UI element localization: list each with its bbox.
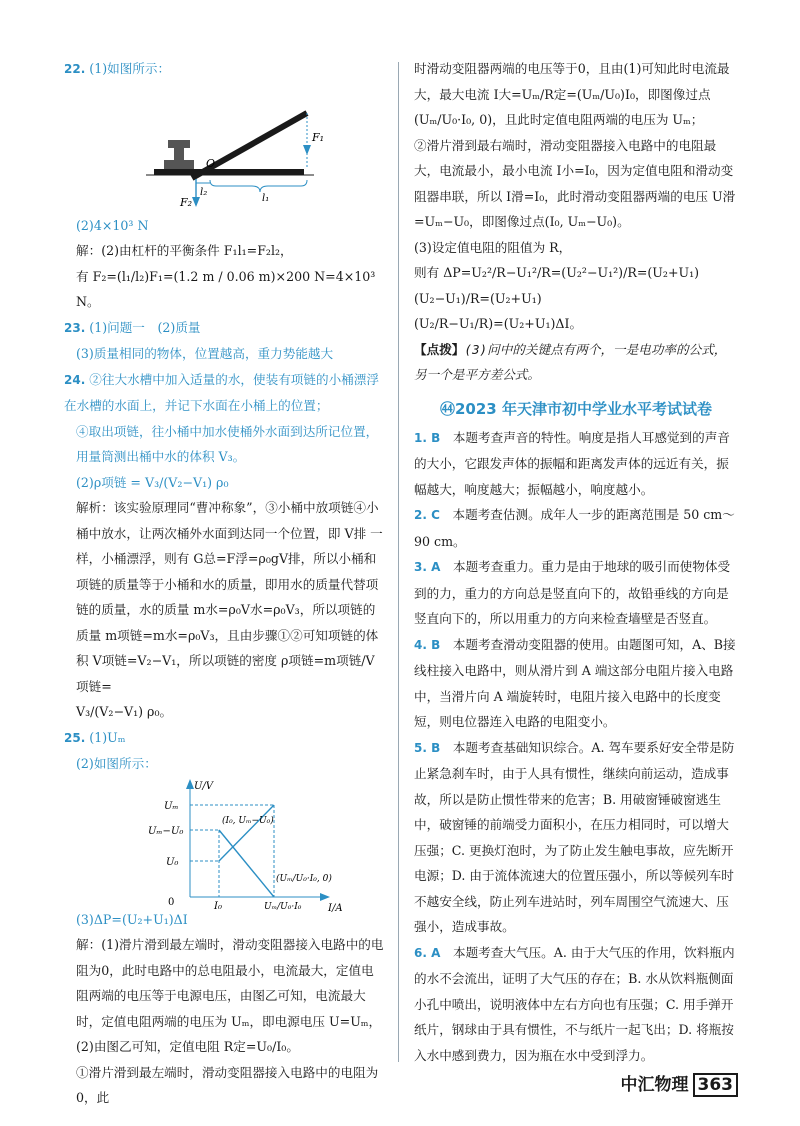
f1-label: F₁ xyxy=(312,130,325,144)
answer-list xyxy=(414,425,738,1069)
f2-arrow-head xyxy=(192,197,200,207)
l1-label: l₁ xyxy=(262,192,270,204)
answer-text: 本题考查基础知识综合。A. 驾车要系好安全带是防止紧急刹车时，由于人具有惯性，继续向前运动，造成事故，所以是防止惯性带来的危害；B. 用破窗锤破窗逃生中，破窗锤的前端受力面积小，在压力相同时，可以增大压强；C. 更换灯泡时，为了防止发生触电事故，应先断开电源；D. 由于流体流速大的位置压强小，所以等候列车时不越安全线，防止列车进站时，列车周围空气流速大、压强小，造成事故。 xyxy=(414,739,735,934)
y-tick-u0: U₀ xyxy=(166,856,179,868)
y-tick-um: Uₘ xyxy=(164,800,179,812)
origin-label: 0 xyxy=(168,896,175,908)
tip-text: (3)问中的关键点有两个，一是电功率的公式，另一个是平方差公式。 xyxy=(414,341,727,382)
q25-answer-3: (3)ΔP=(U₂+U₁)ΔI xyxy=(76,911,188,927)
answer-number: 2. C xyxy=(414,508,440,522)
q22-answer-2: (2)4×10³ N xyxy=(76,217,149,233)
answer-text: 本题考查滑动变阻器的使用。由题图可知，A、B接线柱接入电路中，则从滑片到 A 端这部分电阻片接入电路中，当滑片向 A 端旋转时，电阻片接入电路中的长度变短，则电位器连入电路的电阻变小。 xyxy=(414,636,736,729)
continuation-5: (U₂/R−U₁/R)=(U₂+U₁)ΔI。 xyxy=(414,316,583,331)
l2-label: l₂ xyxy=(200,186,208,198)
answer-item xyxy=(414,425,738,503)
q22-solution-1: 解：(2)由杠杆的平衡条件 F₁l₁=F₂l₂， xyxy=(76,243,293,258)
q22-number: 22. xyxy=(64,62,86,76)
answer-text: 本题考查声音的特性。响度是指人耳感觉到的声音的大小，它跟发声体的振幅和距离发声体的远近有关，振幅越大，响度越大；振幅越小，响度越小。 xyxy=(414,429,730,497)
continuation-2: ②滑片滑到最右端时，滑动变阻器接入电路中的电阻最大，电流最小，最小电流 I小=I₀，因为定值电阻和滑动变阻器串联，所以 I滑=I₀，此时滑动变阻器两端的电压 U滑=Uₘ−U₀，即图像过点(I₀, Uₘ−U₀)。 xyxy=(414,137,736,229)
column-divider xyxy=(398,62,399,1062)
q24-solution-2: V₃/(V₂−V₁) ρ₀。 xyxy=(76,704,173,719)
answer-item xyxy=(414,940,738,1069)
tip-label: 【点拨】 xyxy=(414,341,465,357)
graph-line-r-fixed xyxy=(219,805,274,861)
left-column xyxy=(64,56,386,1111)
rail-base xyxy=(154,169,304,175)
q25-solution-2: (2)由图乙可知，定值电阻 R定=U₀/I₀。 xyxy=(76,1039,299,1054)
answer-item xyxy=(414,632,738,735)
q23-answer-2: (3)质量相同的物体，位置越高，重力势能越大 xyxy=(76,346,334,361)
footer-label: 中汇物理 xyxy=(620,1075,689,1095)
q24-solution-1: 解析：该实验原理同“曹冲称象”，③小桶中放项链④小桶中放水，让两次桶外水面到达同一个位置，即 V排 一样，小桶漂浮，则有 G总=F浮=ρ₀gV排，所以小桶和项链的质量等于小桶和水的质量，即用水的质量代替项链的质量，水的质量 m水=ρ₀V水=ρ₀V₃，所以项链的质量 m项链=m水=ρ₀V₃，且由步骤①②可知项链的体积 V项链=V₂−V₁，所以项链的密度 ρ项链=m项链/V项链= xyxy=(76,500,383,694)
ui-graph xyxy=(64,777,386,914)
answer-item xyxy=(414,502,738,554)
point-label-1: (I₀, Uₘ−U₀) xyxy=(222,815,274,826)
q25-solution-3: ①滑片滑到最左端时，滑动变阻器接入电路中的电阻为0，此 xyxy=(76,1064,379,1105)
answer-number: 5. B xyxy=(414,740,441,755)
right-column xyxy=(414,56,738,1068)
answer-number: 4. B xyxy=(414,637,441,652)
l1-bracket xyxy=(210,180,307,192)
x-tick-end: Uₘ/U₀·I₀ xyxy=(264,901,302,912)
section-title: ㊹2023 年天津市初中学业水平考试试卷 xyxy=(440,399,712,418)
y-axis-arrow xyxy=(186,779,194,789)
rail-crosssection xyxy=(164,140,194,169)
q22-answer-1: 22. (1)如图所示： xyxy=(64,61,171,76)
continuation-3: (3)设定值电阻的阻值为 R， xyxy=(414,239,572,255)
answer-number: 6. A xyxy=(414,945,441,960)
y-axis-label: U/V xyxy=(194,780,214,792)
f1-arrow-head xyxy=(303,145,311,155)
page-number: 363 xyxy=(693,1073,739,1097)
tip-note xyxy=(414,337,738,388)
answer-text: 本题考查大气压。A. 由于大气压的作用，饮料瓶内的水不会流出，证明了大气压的存在；B. 水从饮料瓶侧面小孔中喷出，说明液体中左右方向也有压强；C. 用手弹开纸片，钢球由于具有惯性，不与纸片一起飞出；D. 将瓶按入水中感到费力，因为瓶在水中受到浮力。 xyxy=(414,944,735,1063)
q25-answer-1: 25. (1)Uₘ xyxy=(64,729,126,745)
lever-figure xyxy=(64,83,386,213)
graph-line-r-slide xyxy=(219,830,274,897)
x-axis-label: I/A xyxy=(328,902,343,914)
q24-answer-2: ④取出项链，往小桶中加水使桶外水面到达所记位置，用量筒测出桶中水的体积 V₃。 xyxy=(76,423,379,464)
point-label-2: (Uₘ/U₀·I₀, 0) xyxy=(276,873,332,884)
answer-text: 本题考查重力。重力是由于地球的吸引而使物体受到的力，重力的方向总是竖直向下的，故铅垂线的方向是竖直向下的，所以用重力的方向来检查墙壁是否竖直。 xyxy=(414,559,731,626)
continuation-4: 则有 ΔP=U₂²/R−U₁²/R=(U₂²−U₁²)/R=(U₂+U₁)(U₂−U₁)/R=(U₂+U₁) xyxy=(414,265,700,306)
x-tick-i0: I₀ xyxy=(214,900,222,912)
y-tick-um-u0: Uₘ−U₀ xyxy=(148,825,184,837)
x-axis-arrow xyxy=(320,893,330,901)
answer-number: 1. B xyxy=(414,430,441,445)
q22-solution-2: 有 F₂=(l₁/l₂)F₁=(1.2 m / 0.06 m)×200 N=4×10³ N。 xyxy=(76,268,376,309)
fulcrum-label: O xyxy=(206,156,216,170)
continuation-1: 时滑动变阻器两端的电压等于0，且由(1)可知此时电流最大，最大电流 I大=Uₘ/R定=(Uₘ/U₀)I₀，即图像过点(Uₘ/U₀·I₀, 0)，且此时定值电阻两端的电压为 Uₘ； xyxy=(414,61,730,127)
answer-number: 3. A xyxy=(414,560,441,574)
answer-item xyxy=(414,735,738,940)
q25-solution-1: 解：(1)滑片滑到最左端时，滑动变阻器接入电路中的电阻为0，此时电路中的总电阻最小，电流最大，定值电阻两端的电压等于电源电压，由图乙可知，电流最大时，定值电阻两端的电压为 Uₘ，即电源电压 U=Uₘ， xyxy=(76,937,384,1029)
page-footer xyxy=(621,1070,739,1095)
f2-label: F₂ xyxy=(180,195,193,209)
q24-answer-1: 24. ②往大水槽中加入适量的水，使装有项链的小桶漂浮在水槽的水面上，并记下水面在小桶上的位置； xyxy=(64,371,379,413)
q24-answer-3: (2)ρ项链 = V₃/(V₂−V₁) ρ₀ xyxy=(76,474,229,490)
answer-item xyxy=(414,554,738,632)
q25-answer-2: (2)如图所示： xyxy=(76,756,157,771)
answer-text: 本题考查估测。成年人一步的距离范围是 50 cm～90 cm。 xyxy=(414,507,735,549)
q23-answer-1: 23. (1)问题一 (2)质量 xyxy=(64,319,201,335)
